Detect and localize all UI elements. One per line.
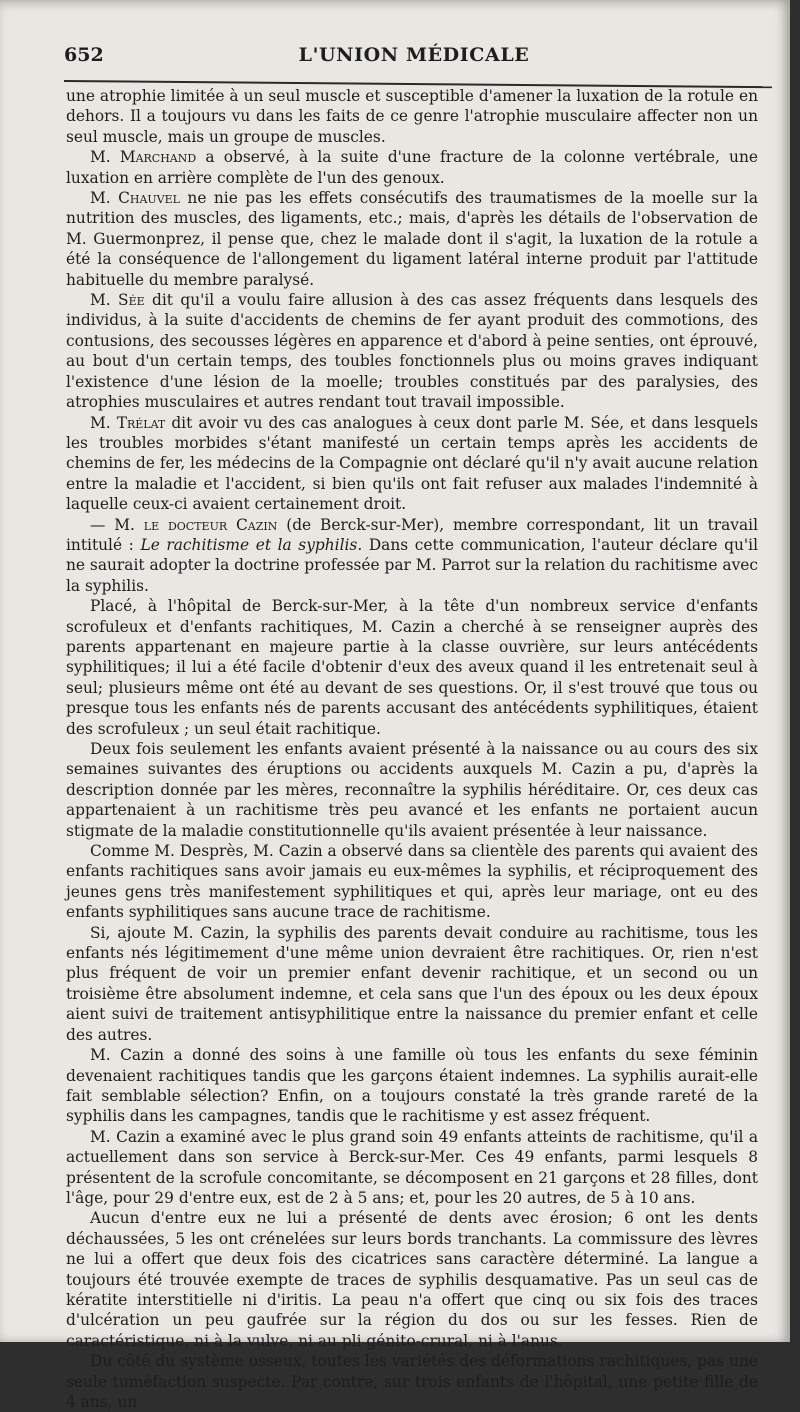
paragraph: Deux fois seulement les enfants avaient présenté à la naissance ou au cours des six semaines suivantes des éruptions ou accidents auxquels M. Cazin a pu, d'après la description donnée par les mères, reconnaître la syphilis héréditaire. Or, ces deux cas appartenaient à un rachitisme très peu avancé et les enfants ne portaient aucun stigmate de la maladie constitutionnelle qu'ils avaient présentée à leur naissance. (66, 740, 758, 840)
paragraph: Du côté du système osseux, toutes les variétés des déformations rachitiques, pas une seule tuméfaction suspecte. Par contre, sur trois enfants de l'hôpital, une petite fille de 4 ans, un (66, 1352, 758, 1411)
paragraph: Aucun d'entre eux ne lui a présenté de dents avec érosion; 6 ont les dents déchaussées, 5 les ont crénelées sur leurs bords tranchants. La commissure des lèvres ne lui a offert que deux fois des cicatrices sans caractère déterminé. La langue a toujours été trouvée exempte de traces de syphilis desquamative. Pas un seul cas de kératite interstitielle ni d'iritis. La peau n'a offert que cinq ou six fois des traces d'ulcération un peu gaufrée sur la région du dos ou sur les fesses. Rien de caractéristique, ni à la vulve, ni au pli génito-crural, ni à l'anus. (66, 1209, 758, 1350)
paragraph: M. Trélat dit avoir vu des cas analogues à ceux dont parle M. Sée, et dans lesquels les troubles morbides s'étant manifesté un certain temps après les accidents de chemins de fer, les médecins de la Compagnie ont déclaré qu'il n'y avait aucune relation entre la maladie et l'accident, si bien qu'ils ont fait refuser aux malades l'indemnité à laquelle ceux-ci avaient certainement droit. (66, 413, 758, 514)
paragraph: M. Cazin a donné des soins à une famille où tous les enfants du sexe féminin devenaient rachitiques tandis que les garçons étaient indemnes. La syphilis aurait-elle fait semblable sélection? Enfin, on a toujours constaté la très grande rareté de la syphilis dans les campagnes, tandis que le rachitisme y est assez fréquent. (66, 1046, 758, 1126)
paragraph: M. Chauvel ne nie pas les effets consécutifs des traumatismes de la moelle sur la nutrition des muscles, des ligaments, etc.; mais, d'après les détails de l'observation de M. Guermonprez, il pense que, chez le malade dont il s'agit, la luxation de la rotule a été la conséquence de l'allongement du ligament latéral interne produit par l'attitude habituelle du membre paralysé. (66, 189, 758, 289)
speaker-name: M. Chauvel (90, 189, 180, 208)
paragraph: Placé, à l'hôpital de Berck-sur-Mer, à la tête d'un nombreux service d'enfants scrofuleux et d'enfants rachitiques, M. Cazin a cherché à se renseigner auprès des parents appartenant en majeure partie à la classe ouvrière, sur leurs antécédents syphilitiques; il lui a été facile d'obtenir d'eux des aveux quand il les entretenait seul à seul; plusieurs même ont été au devant de ses questions. Or, il s'est trouvé que tous ou presque tous les enfants nés de parents accusant des antécédents syphilitiques, étaient des scrofuleux ; un seul était rachitique. (66, 597, 758, 738)
speaker-name: M. Sée (90, 291, 145, 310)
paragraph: M. Marchand a observé, à la suite d'une fracture de la colonne vertébrale, une luxation en arrière complète de l'un des genoux. (66, 148, 758, 187)
paragraph: une atrophie limitée à un seul muscle et susceptible d'amener la luxation de la rotule en dehors. Il a toujours vu dans les faits de ce genre l'atrophie musculaire affecter non un seul muscle, mais un groupe de muscles. (66, 87, 758, 146)
paragraph: M. Cazin a examiné avec le plus grand soin 49 enfants atteints de rachitisme, qu'il a actuellement dans son service à Berck-sur-Mer. Ces 49 enfants, parmi lesquels 8 présentent de la scrofule concomitante, se décomposent en 21 garçons et 28 filles, dont l'âge, pour 29 d'entre eux, est de 2 à 5 ans; et, pour les 20 autres, de 5 à 10 ans. (66, 1127, 758, 1207)
paragraph: Comme M. Desprès, M. Cazin a observé dans sa clientèle des parents qui avaient des enfants rachitiques sans avoir jamais eu eux-mêmes la syphilis, et réciproquement des jeunes gens très manifestement syphilitiques et qui, après leur mariage, ont eu des enfants syphilitiques sans aucune trace de rachitisme. (66, 842, 758, 922)
speaker-name: — M. le docteur Cazin (90, 515, 278, 534)
paragraph: — M. le docteur Cazin (de Berck-sur-Mer), membre correspondant, lit un travail intitulé : Le rachitisme et la syphilis. Dans cette communication, l'auteur déclare qu'il ne saurait adopter la doctrine professée par M. Parrot sur la relation du rachitisme avec la syphilis. (66, 515, 759, 595)
paragraph: Si, ajoute M. Cazin, la syphilis des parents devait conduire au rachitisme, tous les enfants nés légitimement d'une même union devraient être rachitiques. Or, rien n'est plus fréquent de voir un premier enfant devenir rachitique, et un second ou un troisième être absolument indemne, et cela sans que l'un des époux ou les deux époux aient suivi de traitement antisyphilitique entre la naissance du premier enfant et celle des autres. (66, 923, 758, 1044)
work-title: Le rachitisme et la syphilis. (140, 535, 363, 554)
paragraph: M. Sée dit qu'il a voulu faire allusion à des cas assez fréquents dans lesquels des individus, à la suite d'accidents de chemins de fer ayant produit des commotions, des contusions, des secousses légères en apparence et d'abord à peine senties, ont éprouvé, au bout d'un certain temps, des toubles fonctionnels plus ou moins graves indiquant l'existence d'une lésion de la moelle; troubles constitués par des paralysies, des atrophies musculaires et autres rendant tout travail impossible. (66, 291, 758, 412)
speaker-name: M. Trélat (90, 413, 166, 432)
running-title: L'UNION MÉDICALE (298, 44, 530, 66)
article-body (66, 86, 758, 1412)
speaker-name: M. Marchand (90, 148, 197, 167)
page-header (64, 40, 764, 70)
page-number: 652 (64, 44, 104, 66)
